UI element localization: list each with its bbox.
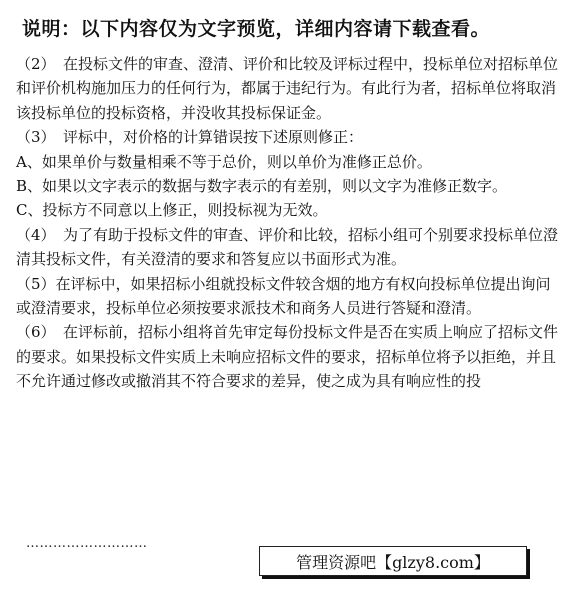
document-body xyxy=(16,52,564,394)
continuation-ellipsis: ……………………… xyxy=(26,536,148,551)
preview-notice: 说明：以下内容仅为文字预览，详细内容请下载查看。 xyxy=(22,18,491,40)
paragraph-6: （6） 在评标前，招标小组将首先审定每份投标文件是否在实质上响应了招标文件的要求。如果投标文件实质上未响应招标文件的要求，招标单位将予以拒绝，并且不允许通过修改或撤消其不符合要求的差异，使之成为具有响应性的投 xyxy=(16,323,559,391)
site-badge[interactable]: 管理资源吧【glzy8.com】 xyxy=(259,546,527,576)
paragraph-5: （5）在评标中，如果招标小组就投标文件较含烟的地方有权向投标单位提出询问或澄清要求，投标单位必须按要求派技术和商务人员进行答疑和澄清。 xyxy=(16,274,551,318)
rule-c: C、投标方不同意以上修正，则投标视为无效。 xyxy=(16,201,328,220)
paragraph-4: （4） 为了有助于投标文件的审查、评价和比较，招标小组可个别要求投标单位澄清其投标文件，有关澄清的要求和答复应以书面形式为准。 xyxy=(16,225,559,269)
rule-b: B、如果以文字表示的数据与数字表示的有差别，则以文字为准修正数字。 xyxy=(16,177,508,196)
rule-a: A、如果单价与数量相乘不等于总价，则以单价为准修正总价。 xyxy=(16,152,432,171)
paragraph-3: （3） 评标中，对价格的计算错误按下述原则修正： xyxy=(16,128,364,147)
paragraph-2: （2） 在投标文件的审查、澄清、评价和比较及评标过程中，投标单位对招标单位和评价机构施加压力的任何行为，都属于违纪行为。有此行为者，招标单位将取消该投标单位的投标资格，并没收其投标保证金。 xyxy=(16,55,559,122)
